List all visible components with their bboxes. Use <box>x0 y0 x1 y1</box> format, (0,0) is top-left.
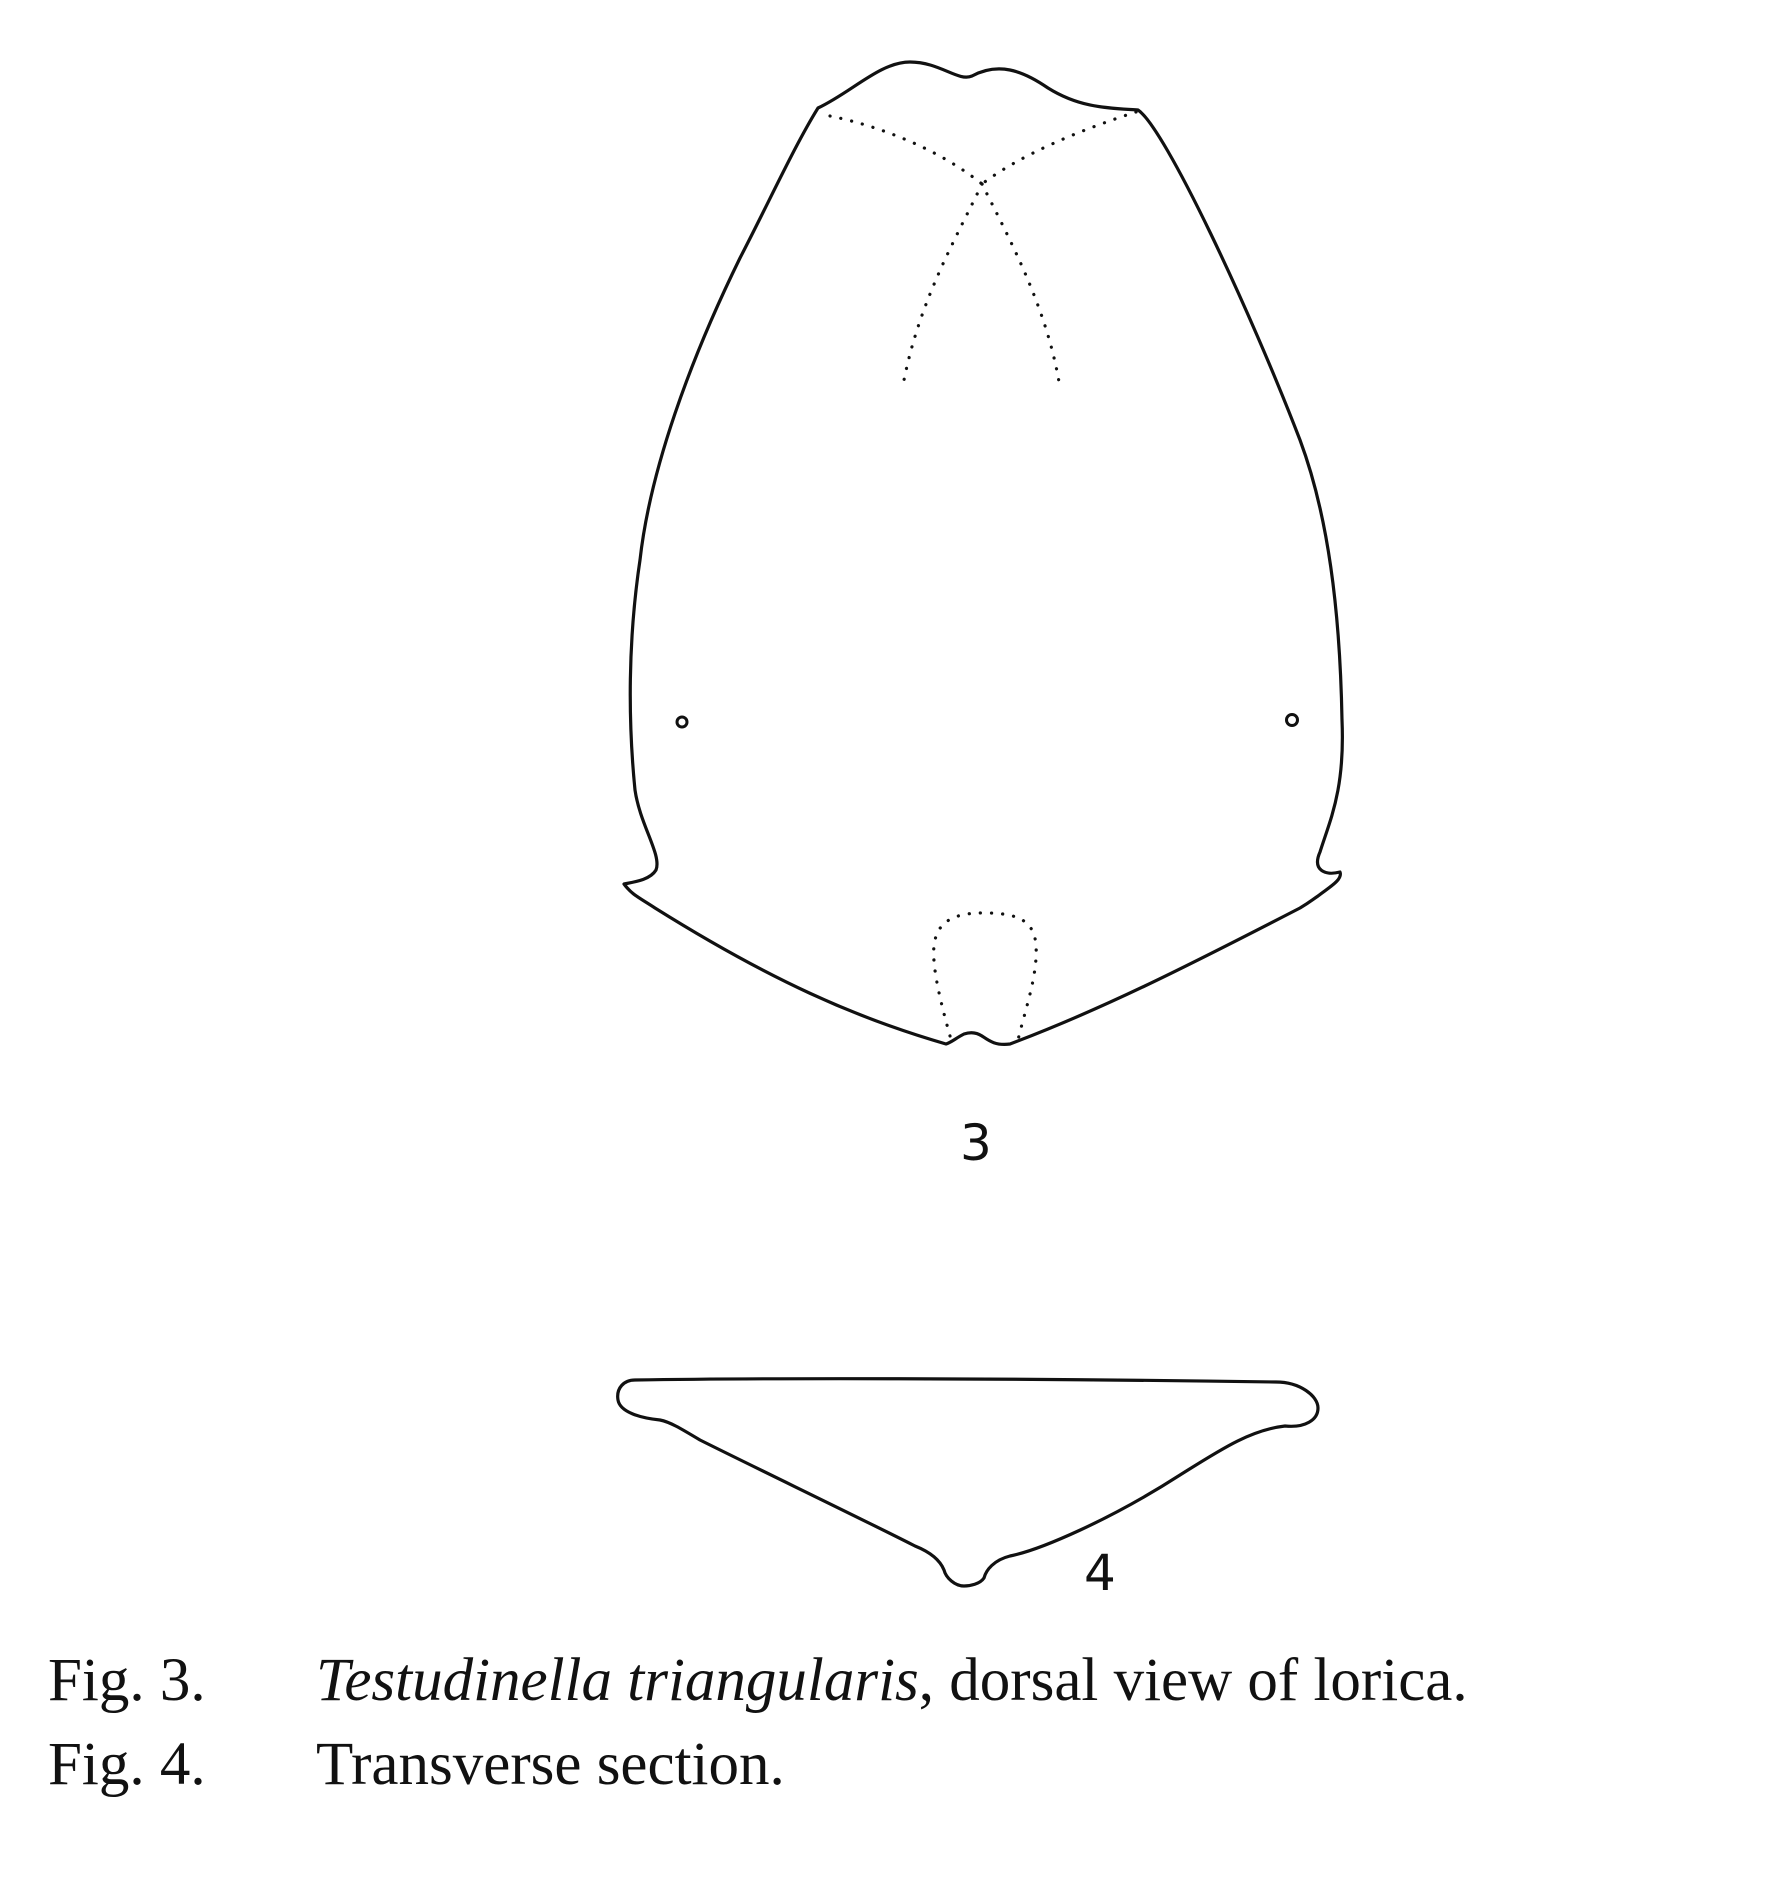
caption-line-figure-4 <box>48 1731 785 1798</box>
caption-description-figure-3: , dorsal view of lorica. <box>918 1647 1468 1714</box>
caption-line-figure-3 <box>48 1647 1468 1714</box>
dotted-line-left-lower <box>904 184 982 380</box>
dotted-line-right-lower <box>982 184 1060 388</box>
caption-species-name: Testudinella triangularis <box>316 1647 919 1714</box>
pore-left <box>677 717 687 727</box>
dotted-line-right-upper <box>982 112 1136 184</box>
transverse-section-figure-4 <box>618 1379 1318 1586</box>
dorsal-view-figure-3 <box>624 62 1342 1044</box>
pore-right <box>1287 715 1298 726</box>
caption-label-figure-4: Fig. 4. <box>48 1731 206 1798</box>
lorica-dorsal-outline <box>624 62 1342 1044</box>
caption-label-figure-3: Fig. 3. <box>48 1647 206 1714</box>
figure-3-number: 3 <box>960 1114 992 1172</box>
figure-4-number: 4 <box>1084 1544 1116 1602</box>
dotted-posterior-loop <box>934 913 1037 1040</box>
caption-description-figure-4: Transverse section. <box>316 1731 785 1798</box>
transverse-section-outline <box>618 1379 1318 1586</box>
dotted-line-left-upper <box>830 116 982 184</box>
